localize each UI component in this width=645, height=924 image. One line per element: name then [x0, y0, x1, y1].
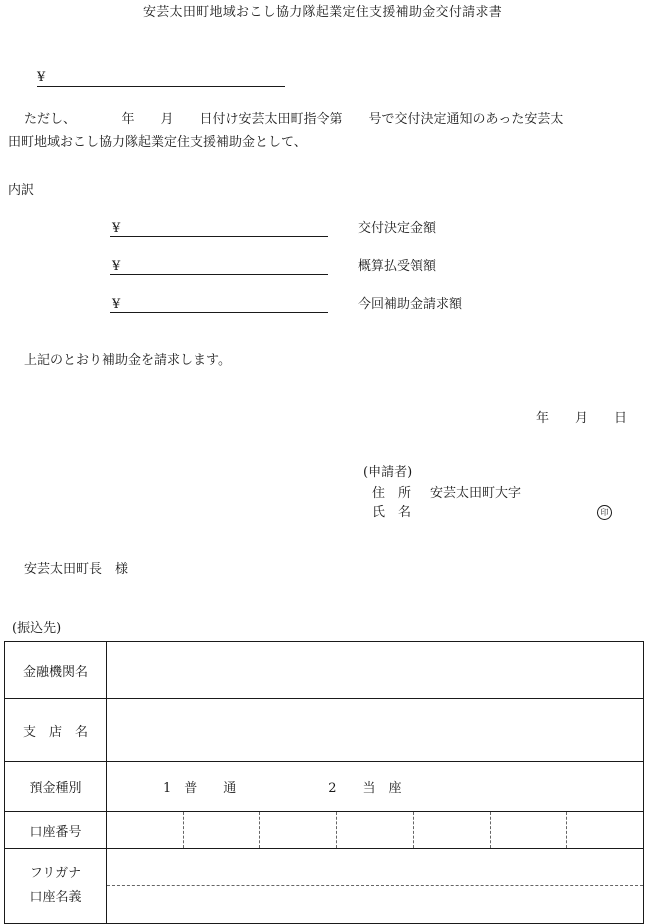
bank-account-table	[4, 641, 644, 924]
applicant-heading: (申請者)	[363, 465, 413, 480]
breakdown-amount-line-2[interactable]	[110, 274, 328, 275]
account-holder-field	[107, 849, 644, 924]
account-number-label: 口座番号	[5, 812, 107, 849]
branch-field[interactable]	[107, 699, 644, 762]
account-digit-cell[interactable]	[336, 812, 413, 848]
account-holder-label-cell	[5, 849, 107, 924]
breakdown-yen-2: ¥	[112, 259, 121, 274]
account-holder-name-field[interactable]	[107, 886, 643, 923]
branch-label: 支 店 名	[5, 699, 107, 762]
furigana-field[interactable]	[107, 849, 643, 886]
breakdown-label-2: 概算払受領額	[358, 259, 437, 274]
breakdown-heading: 内訳	[8, 183, 35, 198]
account-digit-cell[interactable]	[183, 812, 260, 848]
addressee: 安芸太田町長 様	[24, 562, 129, 577]
document-title: 安芸太田町地域おこし協力隊起業定住支援補助金交付請求書	[142, 5, 503, 20]
body-text-line-2: 田町地域おこし協力隊起業定住支援補助金として、	[8, 135, 307, 150]
account-digit-cell[interactable]	[490, 812, 567, 848]
account-digit-cell[interactable]	[259, 812, 336, 848]
account-digit-cell[interactable]	[107, 812, 183, 848]
institution-label: 金融機関名	[5, 642, 107, 699]
table-row-account-holder	[5, 849, 644, 924]
deposit-type-label: 預金種別	[5, 762, 107, 812]
furigana-label: フリガナ	[29, 866, 82, 881]
name-label: 氏 名	[372, 505, 412, 520]
account-digit-cell[interactable]	[566, 812, 643, 848]
seal-mark	[597, 505, 612, 520]
total-amount-line[interactable]	[37, 86, 285, 87]
transfer-heading: (振込先)	[12, 621, 62, 636]
table-row-branch	[5, 699, 644, 762]
table-row-deposit-type	[5, 762, 644, 812]
breakdown-label-1: 交付決定金額	[358, 221, 437, 236]
account-digit-cell[interactable]	[413, 812, 490, 848]
account-number-field	[107, 812, 644, 849]
institution-field[interactable]	[107, 642, 644, 699]
total-yen-symbol: ¥	[37, 70, 46, 85]
table-row-institution	[5, 642, 644, 699]
breakdown-yen-1: ¥	[112, 221, 121, 236]
breakdown-label-3: 今回補助金請求額	[358, 297, 463, 312]
body-text-line-1: ただし、 年 月 日付け安芸太田町指令第 号で交付決定通知のあった安芸太	[24, 112, 564, 127]
deposit-option-current[interactable]: 2 当 座	[328, 781, 402, 796]
address-label: 住 所	[372, 486, 412, 501]
deposit-option-ordinary[interactable]: 1 普 通	[163, 781, 237, 796]
account-holder-label: 口座名義	[29, 890, 82, 905]
request-statement: 上記のとおり補助金を請求します。	[24, 353, 231, 368]
address-value[interactable]: 安芸太田町大字	[430, 486, 522, 501]
date-line: 年 月 日	[536, 411, 628, 426]
seal-icon: 印	[597, 505, 612, 520]
deposit-type-field	[107, 762, 644, 812]
table-row-account-number	[5, 812, 644, 849]
breakdown-amount-line-3[interactable]	[110, 312, 328, 313]
breakdown-amount-line-1[interactable]	[110, 236, 328, 237]
breakdown-yen-3: ¥	[112, 297, 121, 312]
